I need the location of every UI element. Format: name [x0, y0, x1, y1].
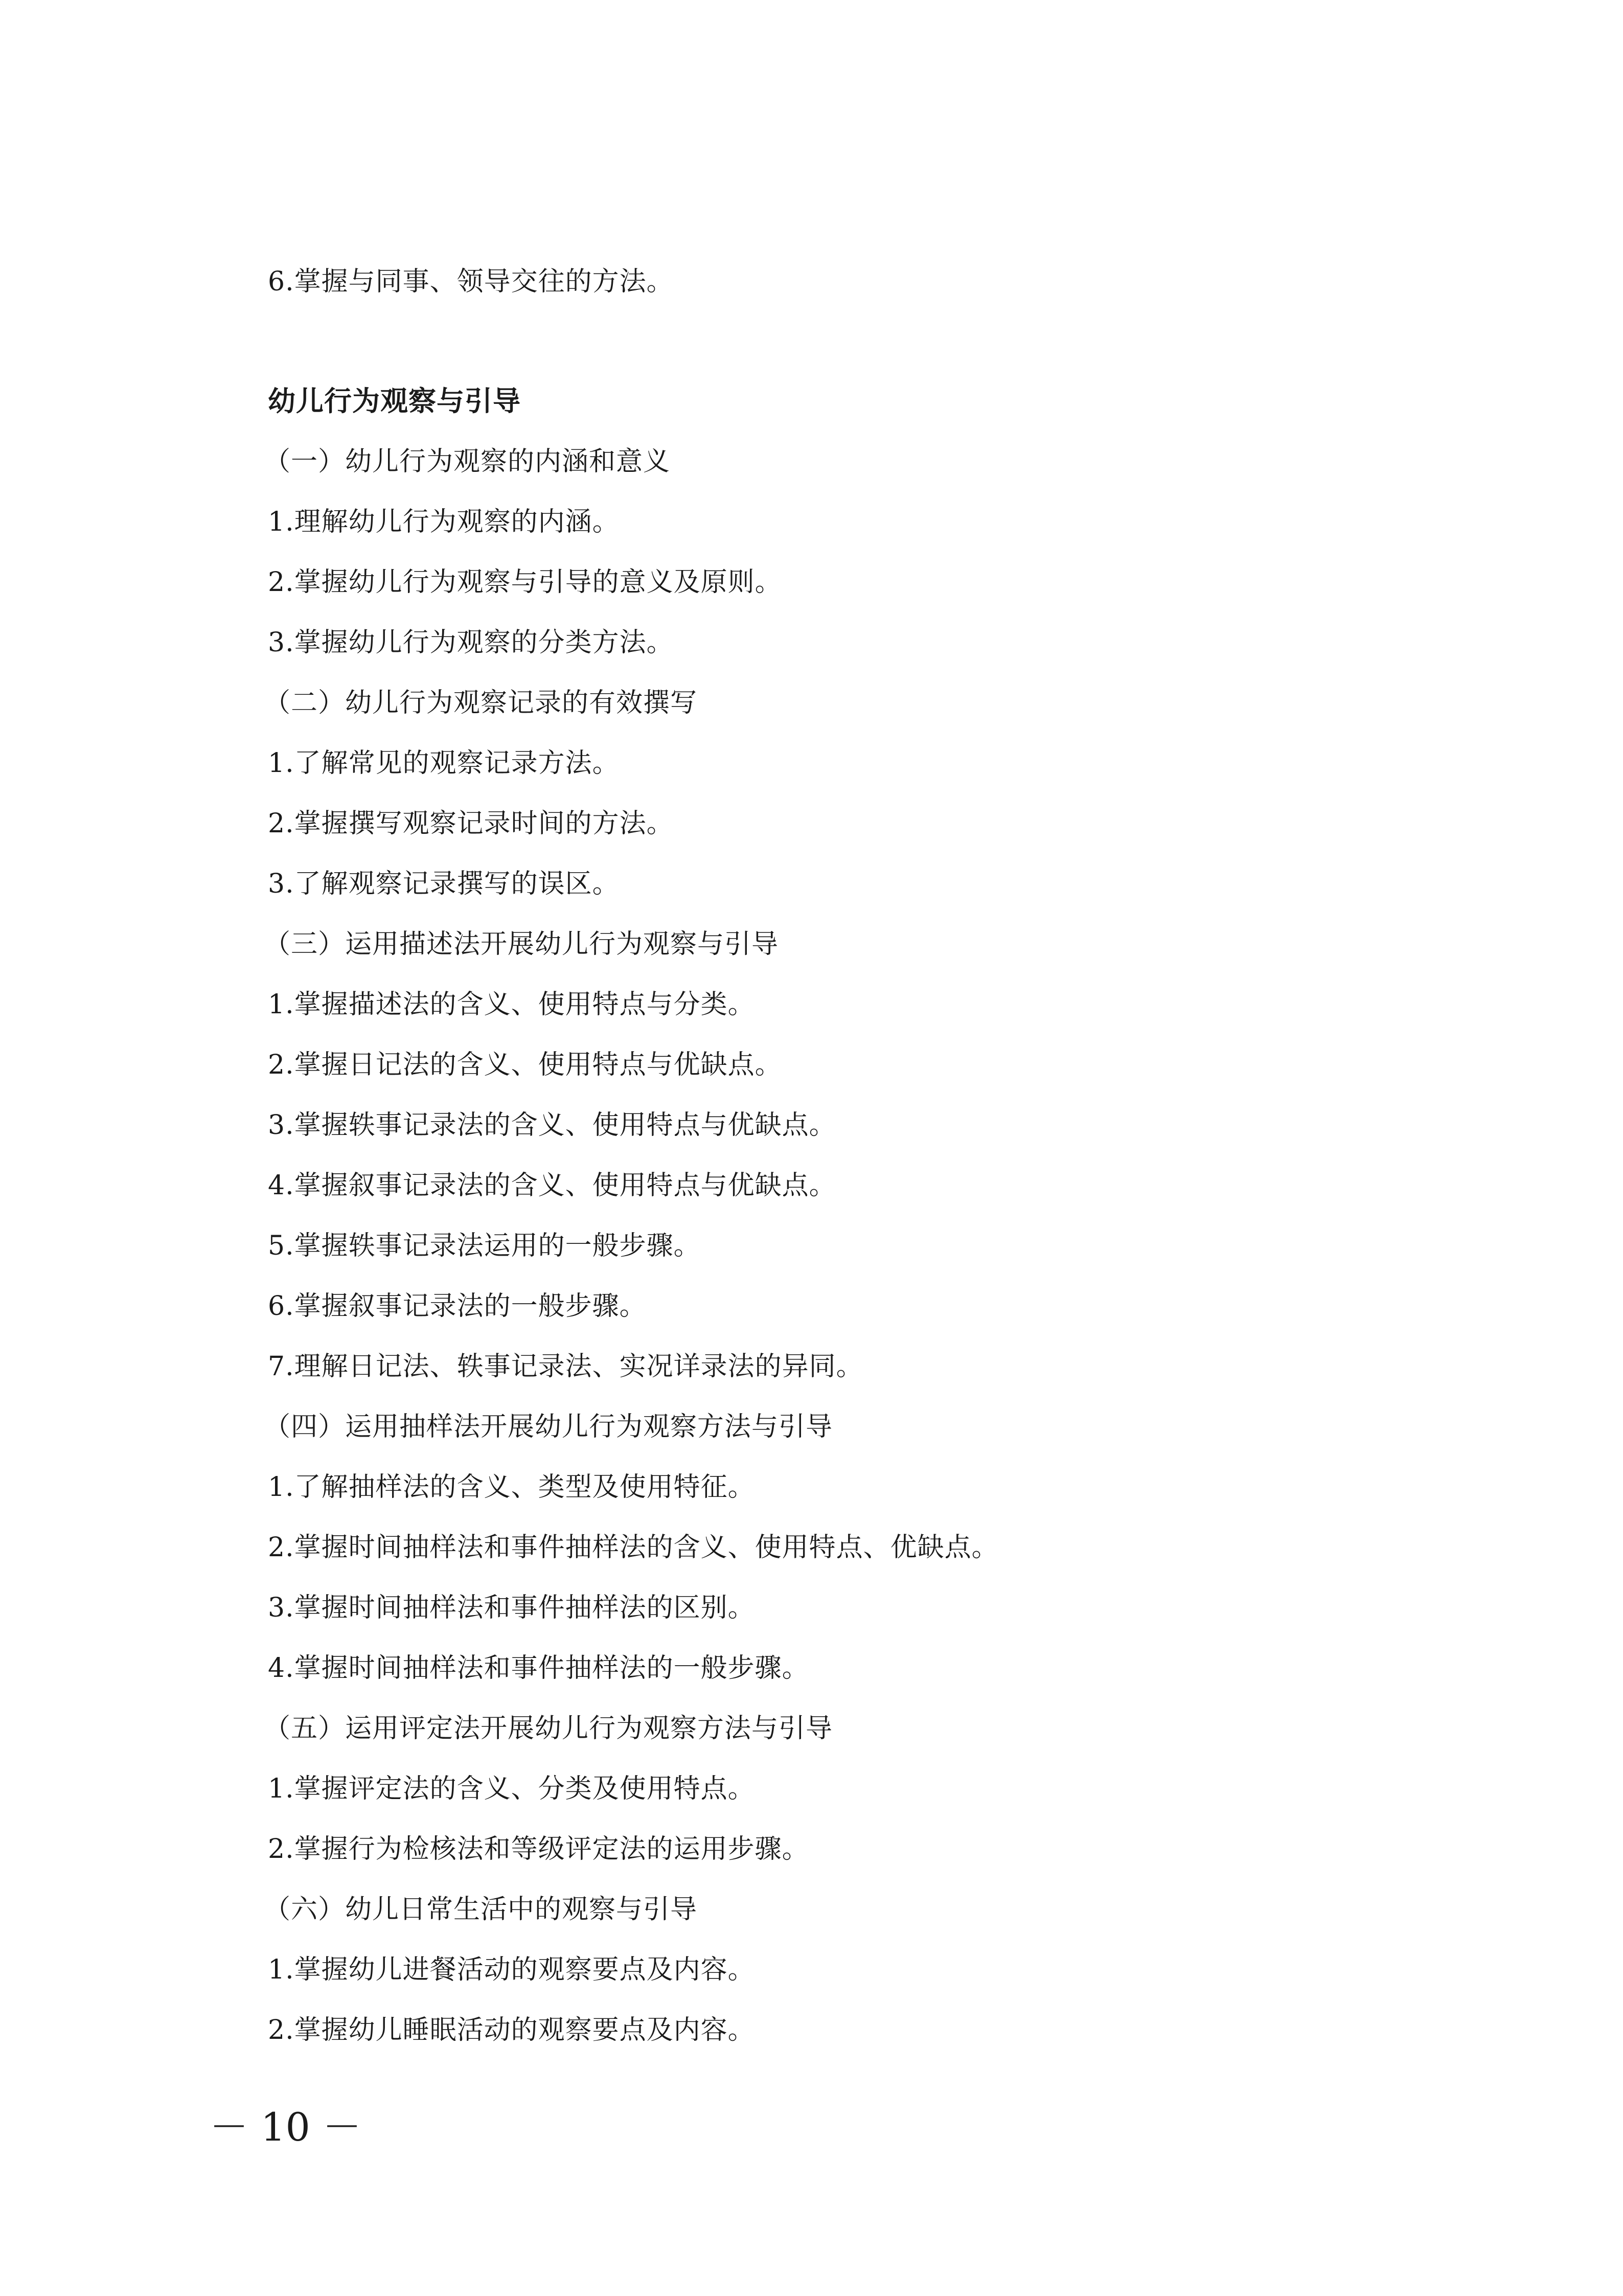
intro-list-item: 6.掌握与同事、领导交往的方法。	[268, 266, 674, 297]
list-item: 2.掌握时间抽样法和事件抽样法的含义、使用特点、优缺点。	[268, 1532, 999, 1563]
section-title: 幼儿行为观察与引导	[268, 385, 521, 417]
list-item: 1.掌握描述法的含义、使用特点与分类。	[268, 989, 755, 1020]
list-item: 3.掌握轶事记录法的含义、使用特点与优缺点。	[268, 1110, 836, 1141]
list-item: 2.掌握行为检核法和等级评定法的运用步骤。	[268, 1834, 809, 1865]
subsection-heading: （四）运用抽样法开展幼儿行为观察方法与引导	[264, 1412, 833, 1442]
list-item: 6.掌握叙事记录法的一般步骤。	[268, 1291, 647, 1322]
subsection-heading: （三）运用描述法开展幼儿行为观察与引导	[264, 929, 779, 960]
subsection-heading: （六）幼儿日常生活中的观察与引导	[264, 1894, 698, 1925]
list-item: 7.理解日记法、轶事记录法、实况详录法的异同。	[268, 1351, 863, 1382]
list-item: 2.掌握日记法的含义、使用特点与优缺点。	[268, 1050, 782, 1080]
list-item: 1.了解常见的观察记录方法。	[268, 748, 620, 779]
list-item: 3.了解观察记录撰写的误区。	[268, 869, 620, 899]
list-item: 1.理解幼儿行为观察的内涵。	[268, 507, 620, 537]
list-item: 1.掌握评定法的含义、分类及使用特点。	[268, 1774, 755, 1804]
list-item: 2.掌握幼儿睡眠活动的观察要点及内容。	[268, 2015, 755, 2045]
list-item: 3.掌握幼儿行为观察的分类方法。	[268, 627, 674, 658]
list-item: 4.掌握时间抽样法和事件抽样法的一般步骤。	[268, 1653, 809, 1684]
subsection-heading: （二）幼儿行为观察记录的有效撰写	[264, 688, 698, 718]
list-item: 4.掌握叙事记录法的含义、使用特点与优缺点。	[268, 1170, 836, 1201]
list-item: 5.掌握轶事记录法运用的一般步骤。	[268, 1231, 701, 1261]
list-item: 2.掌握幼儿行为观察与引导的意义及原则。	[268, 567, 782, 598]
list-item: 3.掌握时间抽样法和事件抽样法的区别。	[268, 1593, 755, 1623]
page-number: － 10 －	[210, 2104, 362, 2150]
list-item: 1.了解抽样法的含义、类型及使用特征。	[268, 1472, 755, 1503]
list-item: 1.掌握幼儿进餐活动的观察要点及内容。	[268, 1954, 755, 1985]
subsection-heading: （五）运用评定法开展幼儿行为观察方法与引导	[264, 1713, 833, 1744]
subsection-heading: （一）幼儿行为观察的内涵和意义	[264, 446, 671, 477]
list-item: 2.掌握撰写观察记录时间的方法。	[268, 808, 674, 839]
